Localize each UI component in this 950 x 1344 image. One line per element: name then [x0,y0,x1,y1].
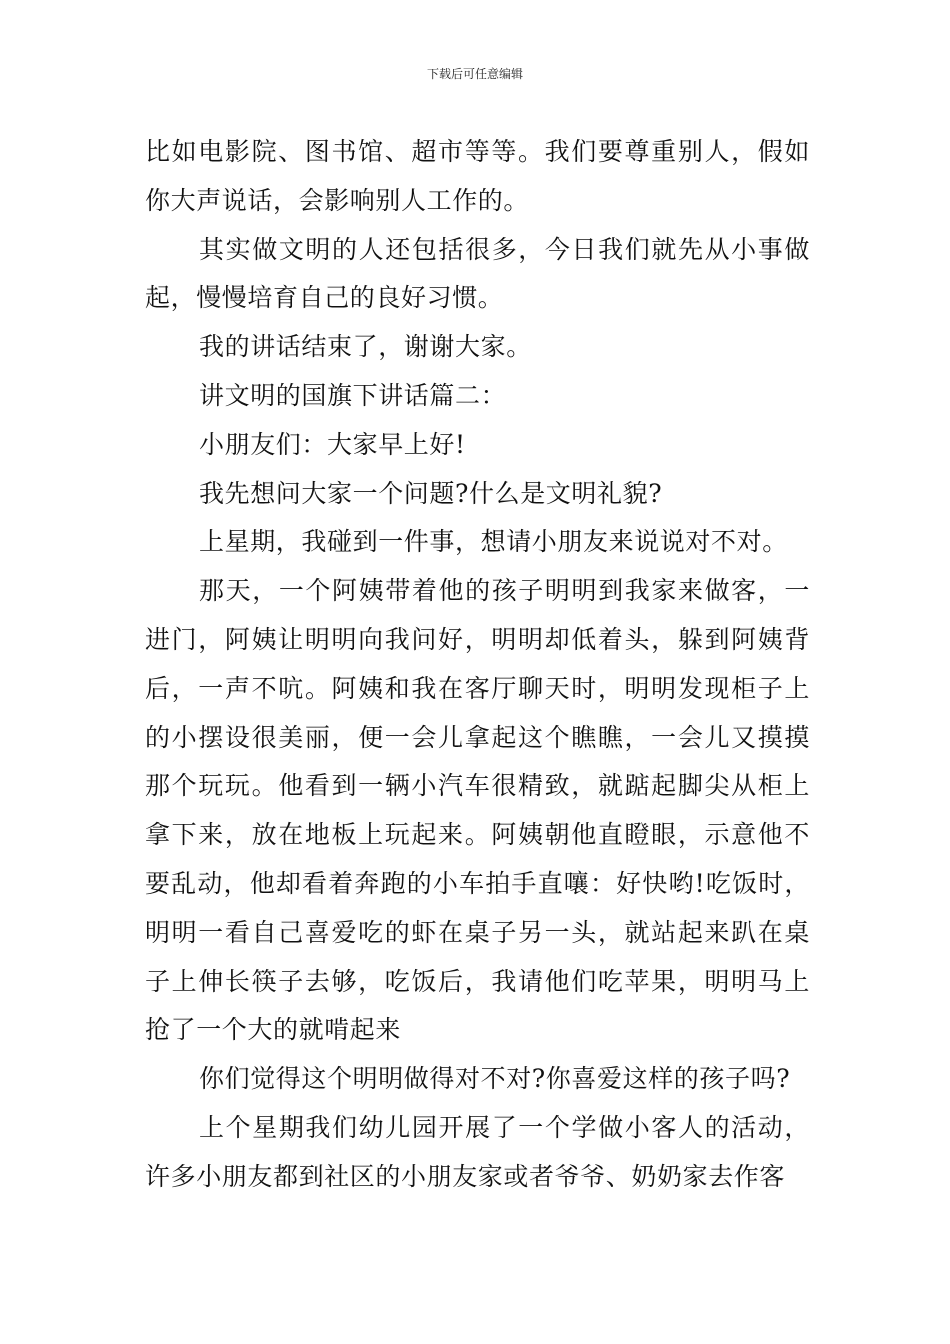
paragraph-8: 那天，一个阿姨带着他的孩子明明到我家来做客，一进门，阿姨让明明向我问好，明明却低着头，躲到阿姨背后，一声不吭。阿姨和我在客厅聊天时，明明发现柜子上的小摆设很美丽，便一会儿拿起这个瞧瞧，一会儿又摸摸那个玩玩。他看到一辆小汽车很精致，就踮起脚尖从柜上拿下来，放在地板上玩起来。阿姨朝他直瞪眼，示意他不要乱动，他却看着奔跑的小车拍手直嚷：好快哟!吃饭时，明明一看自己喜爱吃的虾在桌子另一头，就站起来趴在桌子上伸长筷子去够，吃饭后，我请他们吃苹果，明明马上抢了一个大的就啃起来 [145,576,810,1045]
section-heading: 讲文明的国旗下讲话篇二： [199,380,507,410]
paragraph-6: 我先想问大家一个问题?什么是文明礼貌? [199,478,663,508]
page-header: 下载后可任意编辑 [426,67,523,81]
paragraph-2: 其实做文明的人还包括很多，今日我们就先从小事做起，慢慢培育自己的良好习惯。 [145,234,810,313]
paragraph-10: 上个星期我们幼儿园开展了一个学做小客人的活动，许多小朋友都到社区的小朋友家或者爷爷、奶奶家去作客 [145,1112,810,1191]
document-body [145,128,810,1202]
paragraph-3: 我的讲话结束了，谢谢大家。 [199,332,532,362]
paragraph-7: 上星期，我碰到一件事，想请小朋友来说说对不对。 [199,527,788,557]
paragraph-1: 比如电影院、图书馆、超市等等。我们要尊重别人，假如你大声说话，会影响别人工作的。 [145,137,810,215]
paragraph-greeting: 小朋友们：大家早上好! [199,429,466,459]
paragraph-9: 你们觉得这个明明做得对不对?你喜爱这样的孩子吗? [199,1064,791,1094]
